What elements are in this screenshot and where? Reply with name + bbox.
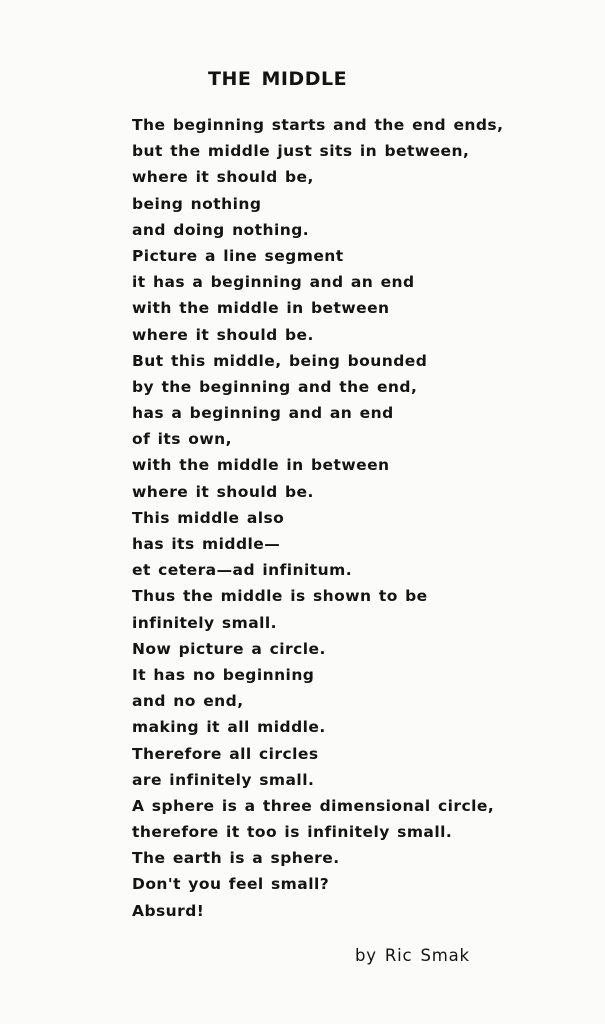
poem-line: has a beginning and an end — [132, 404, 394, 423]
poem-line: Absurd! — [132, 901, 205, 920]
poem-line: where it should be, — [132, 168, 314, 187]
poem-line: A sphere is a three dimensional circle, — [132, 796, 495, 815]
poem-line: therefore it too is infinitely small. — [132, 823, 453, 842]
poem-line: Now picture a circle. — [132, 639, 326, 658]
author-byline: by Ric Smak — [355, 946, 470, 965]
poem-line: where it should be. — [132, 325, 314, 344]
poem-line: Don't you feel small? — [132, 875, 330, 894]
poem-line: are infinitely small. — [132, 770, 315, 789]
poem-line: it has a beginning and an end — [132, 273, 415, 292]
poem-line: making it all middle. — [132, 718, 326, 737]
poem-line: but the middle just sits in between, — [132, 142, 470, 161]
poem-line: and doing nothing. — [132, 220, 310, 239]
poem-line: where it should be. — [132, 482, 314, 501]
poem-line: This middle also — [132, 508, 285, 527]
poem-line: Picture a line segment — [132, 246, 344, 265]
poem-line: has its middle— — [132, 535, 281, 553]
poem-line: with the middle in between — [132, 456, 390, 475]
poem-line: Thus the middle is shown to be — [132, 587, 428, 606]
poem-line: et cetera—ad infinitum. — [132, 561, 353, 580]
poem-line: of its own, — [132, 430, 232, 449]
poem-line: by the beginning and the end, — [132, 377, 418, 396]
poem-line: Therefore all circles — [132, 744, 319, 763]
poem-body — [132, 112, 503, 924]
poem-line: The earth is a sphere. — [132, 849, 340, 868]
poem-line: The beginning starts and the end ends, — [132, 116, 504, 134]
poem-line: It has no beginning — [132, 665, 315, 684]
poem-line: and no end, — [132, 692, 244, 711]
poem-line: with the middle in between — [132, 299, 390, 318]
poem-title: THE MIDDLE — [208, 68, 348, 90]
poem-line: But this middle, being bounded — [132, 351, 428, 370]
poem-line: infinitely small. — [132, 613, 277, 632]
poem-line: being nothing — [132, 194, 262, 213]
